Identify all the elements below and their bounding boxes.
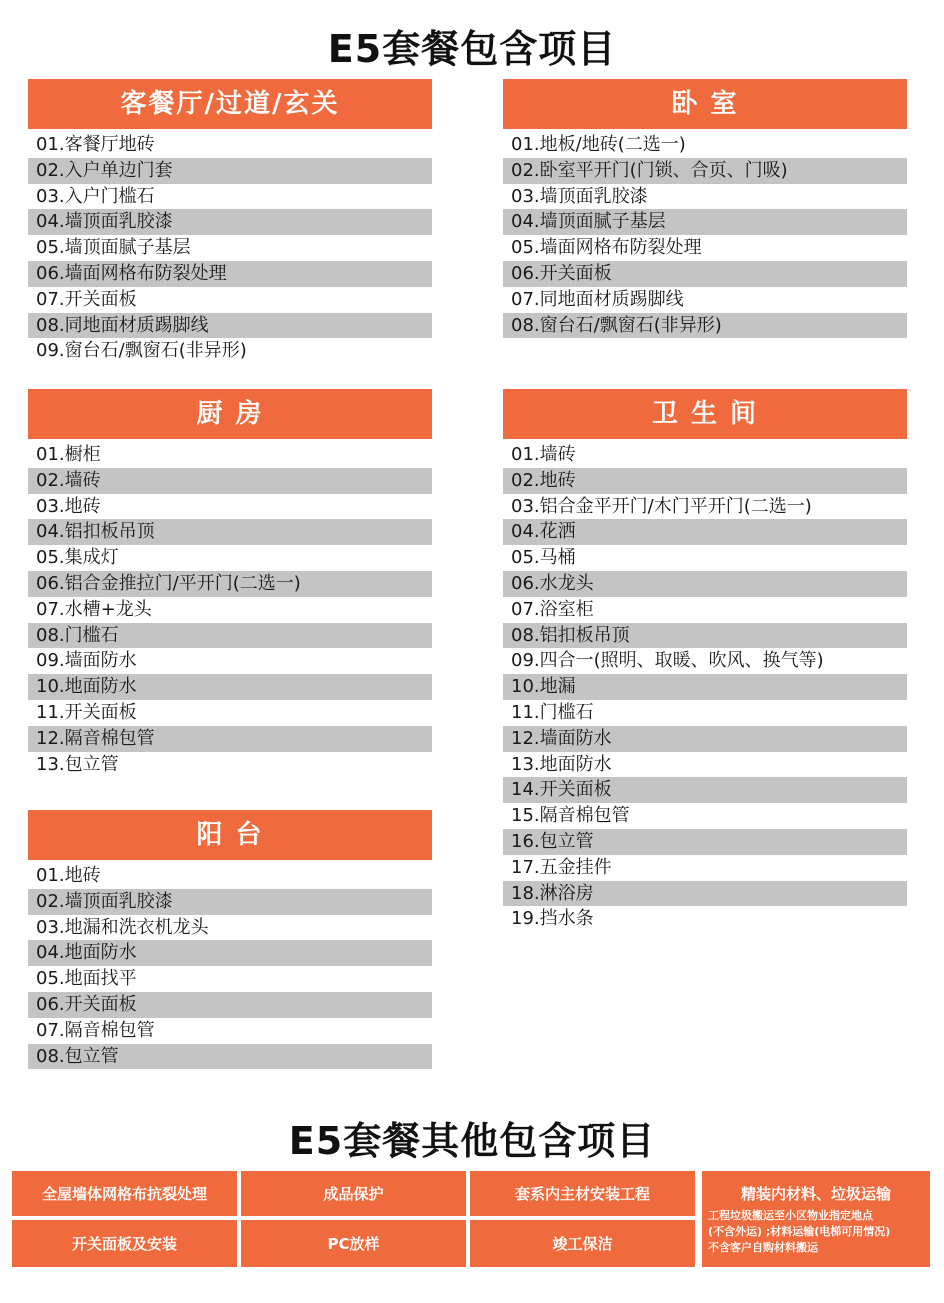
list-item: 04.地面防水 [28, 940, 432, 966]
section-kitchen [28, 389, 432, 777]
list-item: 02.卧室平开门(门锁、合页、门吸) [503, 158, 907, 184]
list-item: 03.铝合金平开门/木门平开门(二选一) [511, 495, 812, 517]
list-item: 16.包立管 [503, 829, 907, 855]
list-item: 04.墙顶面乳胶漆 [28, 209, 432, 235]
list-item: 02.入户单边门套 [28, 158, 432, 184]
other-item-cell: 竣工保洁 [470, 1220, 695, 1267]
list-item: 07.浴室柜 [511, 598, 594, 620]
other-item-cell: PC放样 [241, 1220, 466, 1267]
section-header-balcony: 阳 台 [28, 810, 432, 860]
list-item: 06.开关面板 [503, 261, 907, 287]
list-item: 05.墙顶面腻子基层 [36, 237, 191, 259]
list-item: 04.墙顶面腻子基层 [503, 209, 907, 235]
other-items-title: E5套餐其他包含项目 [288, 1119, 656, 1163]
section-bathroom [503, 389, 907, 932]
item-list-bathroom [503, 442, 907, 932]
item-list-balcony [28, 863, 432, 1069]
list-item: 10.地面防水 [28, 674, 432, 700]
section-bedroom [503, 79, 907, 338]
list-item: 08.窗台石/飘窗石(非异形) [503, 313, 907, 339]
list-item: 08.铝扣板吊顶 [503, 623, 907, 649]
section-header-bedroom: 卧 室 [503, 79, 907, 129]
list-item: 09.四合一(照明、取暖、吹风、换气等) [511, 650, 824, 672]
other-items-grid [12, 1171, 930, 1267]
list-item: 05.墙面网格布防裂处理 [511, 237, 702, 259]
list-item: 02.墙顶面乳胶漆 [28, 889, 432, 915]
list-item: 19.挡水条 [511, 908, 594, 930]
list-item: 02.地砖 [503, 468, 907, 494]
list-item: 11.开关面板 [36, 701, 137, 723]
list-item: 09.窗台石/飘窗石(非异形) [36, 340, 247, 362]
list-item: 02.墙砖 [28, 468, 432, 494]
list-item: 11.门槛石 [511, 701, 594, 723]
list-item: 10.地漏 [503, 674, 907, 700]
list-item: 03.地漏和洗衣机龙头 [36, 916, 209, 938]
section-header-bathroom: 卫 生 间 [503, 389, 907, 439]
list-item: 07.水槽+龙头 [36, 598, 152, 620]
transport-cell-line: 不含客户自购材料搬运 [708, 1240, 818, 1254]
transport-cell-title: 精装内材料、垃圾运输 [740, 1184, 891, 1203]
transport-cell-line: (不含外运) ;材料运输(电梯可用情况) [708, 1224, 891, 1238]
list-item: 03.地砖 [36, 495, 101, 517]
item-list-bedroom [503, 132, 907, 338]
list-item: 08.包立管 [28, 1044, 432, 1070]
list-item: 06.铝合金推拉门/平开门(二选一) [28, 571, 432, 597]
list-item: 13.包立管 [36, 753, 119, 775]
page-title: E5套餐包含项目 [327, 27, 617, 71]
list-item: 15.隔音棉包管 [511, 805, 630, 827]
list-item: 06.开关面板 [28, 992, 432, 1018]
section-header-kitchen: 厨 房 [28, 389, 432, 439]
list-item: 07.隔音棉包管 [36, 1019, 155, 1041]
list-item: 14.开关面板 [503, 777, 907, 803]
item-list-living-room [28, 132, 432, 364]
list-item: 01.橱柜 [36, 444, 101, 465]
list-item: 13.地面防水 [511, 753, 612, 775]
other-item-cell: 开关面板及安装 [12, 1220, 237, 1267]
list-item: 03.墙顶面乳胶漆 [511, 185, 648, 207]
list-item: 01.地板/地砖(二选一) [511, 134, 686, 155]
transport-cell-line: 工程垃圾搬运至小区物业指定地点 [708, 1208, 873, 1222]
list-item: 07.开关面板 [36, 288, 137, 310]
item-list-kitchen [28, 442, 432, 777]
list-item: 06.水龙头 [503, 571, 907, 597]
list-item: 05.马桶 [511, 547, 576, 569]
list-item: 07.同地面材质踢脚线 [511, 288, 684, 310]
section-header-living-room: 客餐厅/过道/玄关 [28, 79, 432, 129]
list-item: 12.墙面防水 [503, 726, 907, 752]
list-item: 04.花洒 [503, 519, 907, 545]
other-item-cell: 套系内主材安装工程 [470, 1171, 695, 1216]
list-item: 12.隔音棉包管 [28, 726, 432, 752]
list-item: 01.地砖 [36, 865, 101, 886]
section-balcony [28, 810, 432, 1069]
list-item: 06.墙面网格布防裂处理 [28, 261, 432, 287]
list-item: 17.五金挂件 [511, 856, 612, 878]
list-item: 18.淋浴房 [503, 881, 907, 907]
list-item: 01.墙砖 [511, 444, 576, 465]
list-item: 01.客餐厅地砖 [36, 134, 155, 155]
other-item-cell: 全屋墙体网格布抗裂处理 [12, 1171, 237, 1216]
list-item: 09.墙面防水 [36, 650, 137, 672]
section-living-room [28, 79, 432, 364]
list-item: 04.铝扣板吊顶 [28, 519, 432, 545]
list-item: 08.同地面材质踢脚线 [28, 313, 432, 339]
other-item-cell: 成品保护 [241, 1171, 466, 1216]
list-item: 05.地面找平 [36, 968, 137, 990]
list-item: 08.门槛石 [28, 623, 432, 649]
list-item: 05.集成灯 [36, 547, 119, 569]
list-item: 03.入户门槛石 [36, 185, 155, 207]
transport-cell [702, 1171, 930, 1267]
